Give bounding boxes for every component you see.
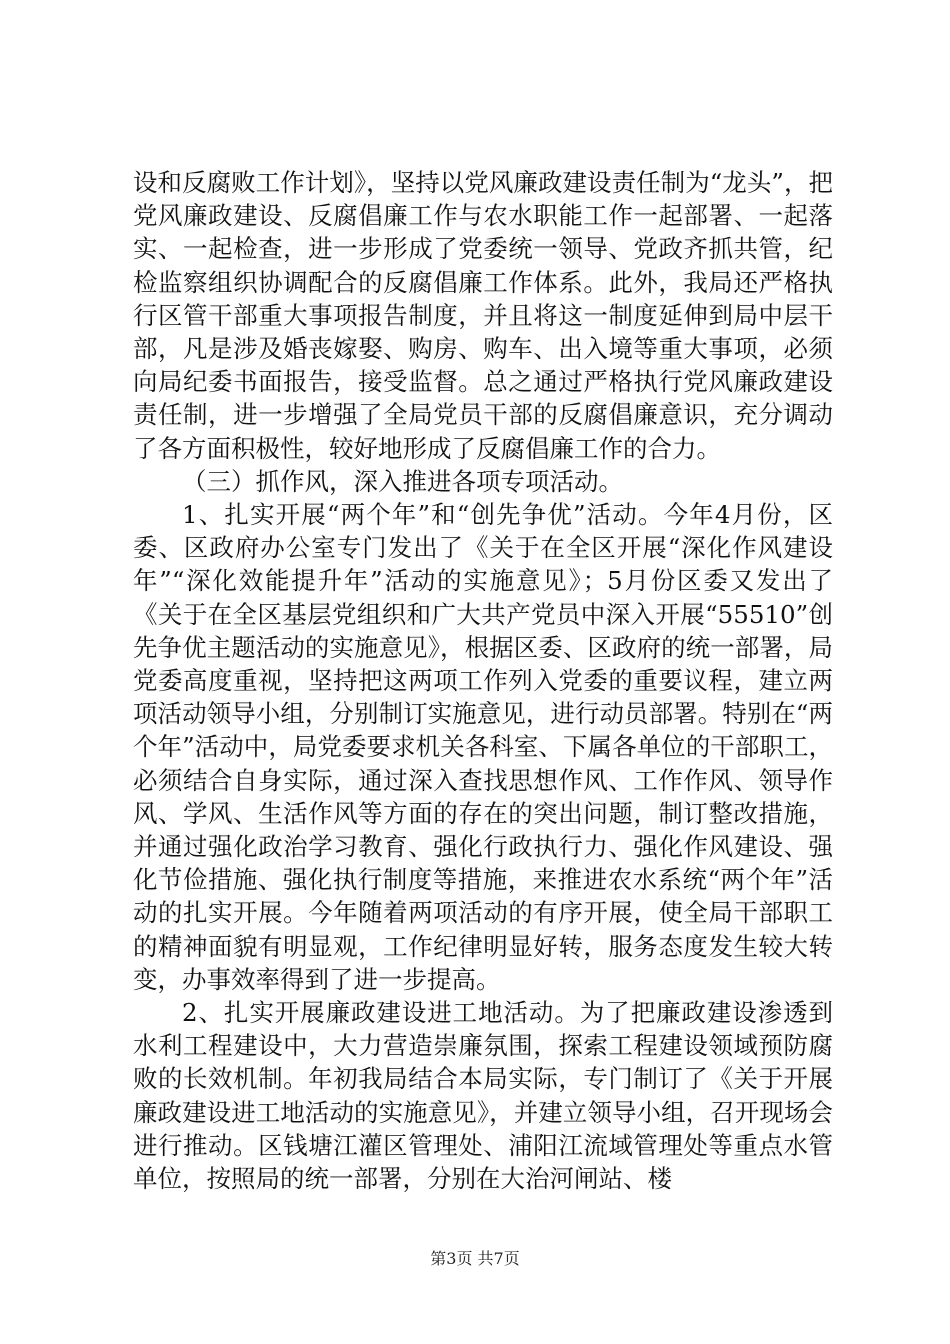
document-body	[133, 166, 833, 1195]
paragraph-3: 1、扎实开展“两个年”和“创先争优”活动。今年4月份，区委、区政府办公室专门发出了《关于在全区开展“深化作风建设年”“深化效能提升年”活动的实施意见》；5月份区委又发出了《关于在全区基层党组织和广大共产党员中深入开展“55510”创先争优主题活动的实施意见》，根据区委、区政府的统一部署，局党委高度重视，坚持把这两项工作列入党委的重要议程，建立两项活动领导小组，分别制订实施意见，进行动员部署。特别在“两个年”活动中，局党委要求机关各科室、下属各单位的干部职工，必须结合自身实际，通过深入查找思想作风、工作作风、领导作风、学风、生活作风等方面的存在的突出问题，制订整改措施，并通过强化政治学习教育、强化行政执行力、强化作风建设、强化节俭措施、强化执行制度等措施，来推进农水系统“两个年”活动的扎实开展。今年随着两项活动的有序开展，使全局干部职工的精神面貌有明显观，工作纪律明显好转，服务态度发生较大转变，办事效率得到了进一步提高。	[133, 500, 833, 994]
paragraph-4: 2、扎实开展廉政建设进工地活动。为了把廉政建设渗透到水利工程建设中，大力营造崇廉氛围，探索工程建设领域预防腐败的长效机制。年初我局结合本局实际，专门制订了《关于开展廉政建设进工地活动的实施意见》，并建立领导小组，召开现场会进行推动。区钱塘江灌区管理处、浦阳江流域管理处等重点水管单位，按照局的统一部署，分别在大治河闸站、楼	[133, 998, 833, 1194]
page-number-label: 第3页 共7页	[430, 1249, 520, 1268]
paragraph-1: 设和反腐败工作计划》，坚持以党风廉政建设责任制为“龙头”，把党风廉政建设、反腐倡廉工作与农水职能工作一起部署、一起落实、一起检查，进一步形成了党委统一领导、党政齐抓共管，纪检监察组织协调配合的反腐倡廉工作体系。此外，我局还严格执行区管干部重大事项报告制度，并且将这一制度延伸到局中层干部，凡是涉及婚丧嫁娶、购房、购车、出入境等重大事项，必须向局纪委书面报告，接受监督。总之通过严格执行党风廉政建设责任制，进一步增强了全局党员干部的反腐倡廉意识，充分调动了各方面积极性，较好地形成了反腐倡廉工作的合力。	[133, 168, 833, 463]
paragraph-2-section-heading: （三）抓作风，深入推进各项专项活动。	[182, 466, 623, 496]
page-footer	[0, 1246, 950, 1269]
